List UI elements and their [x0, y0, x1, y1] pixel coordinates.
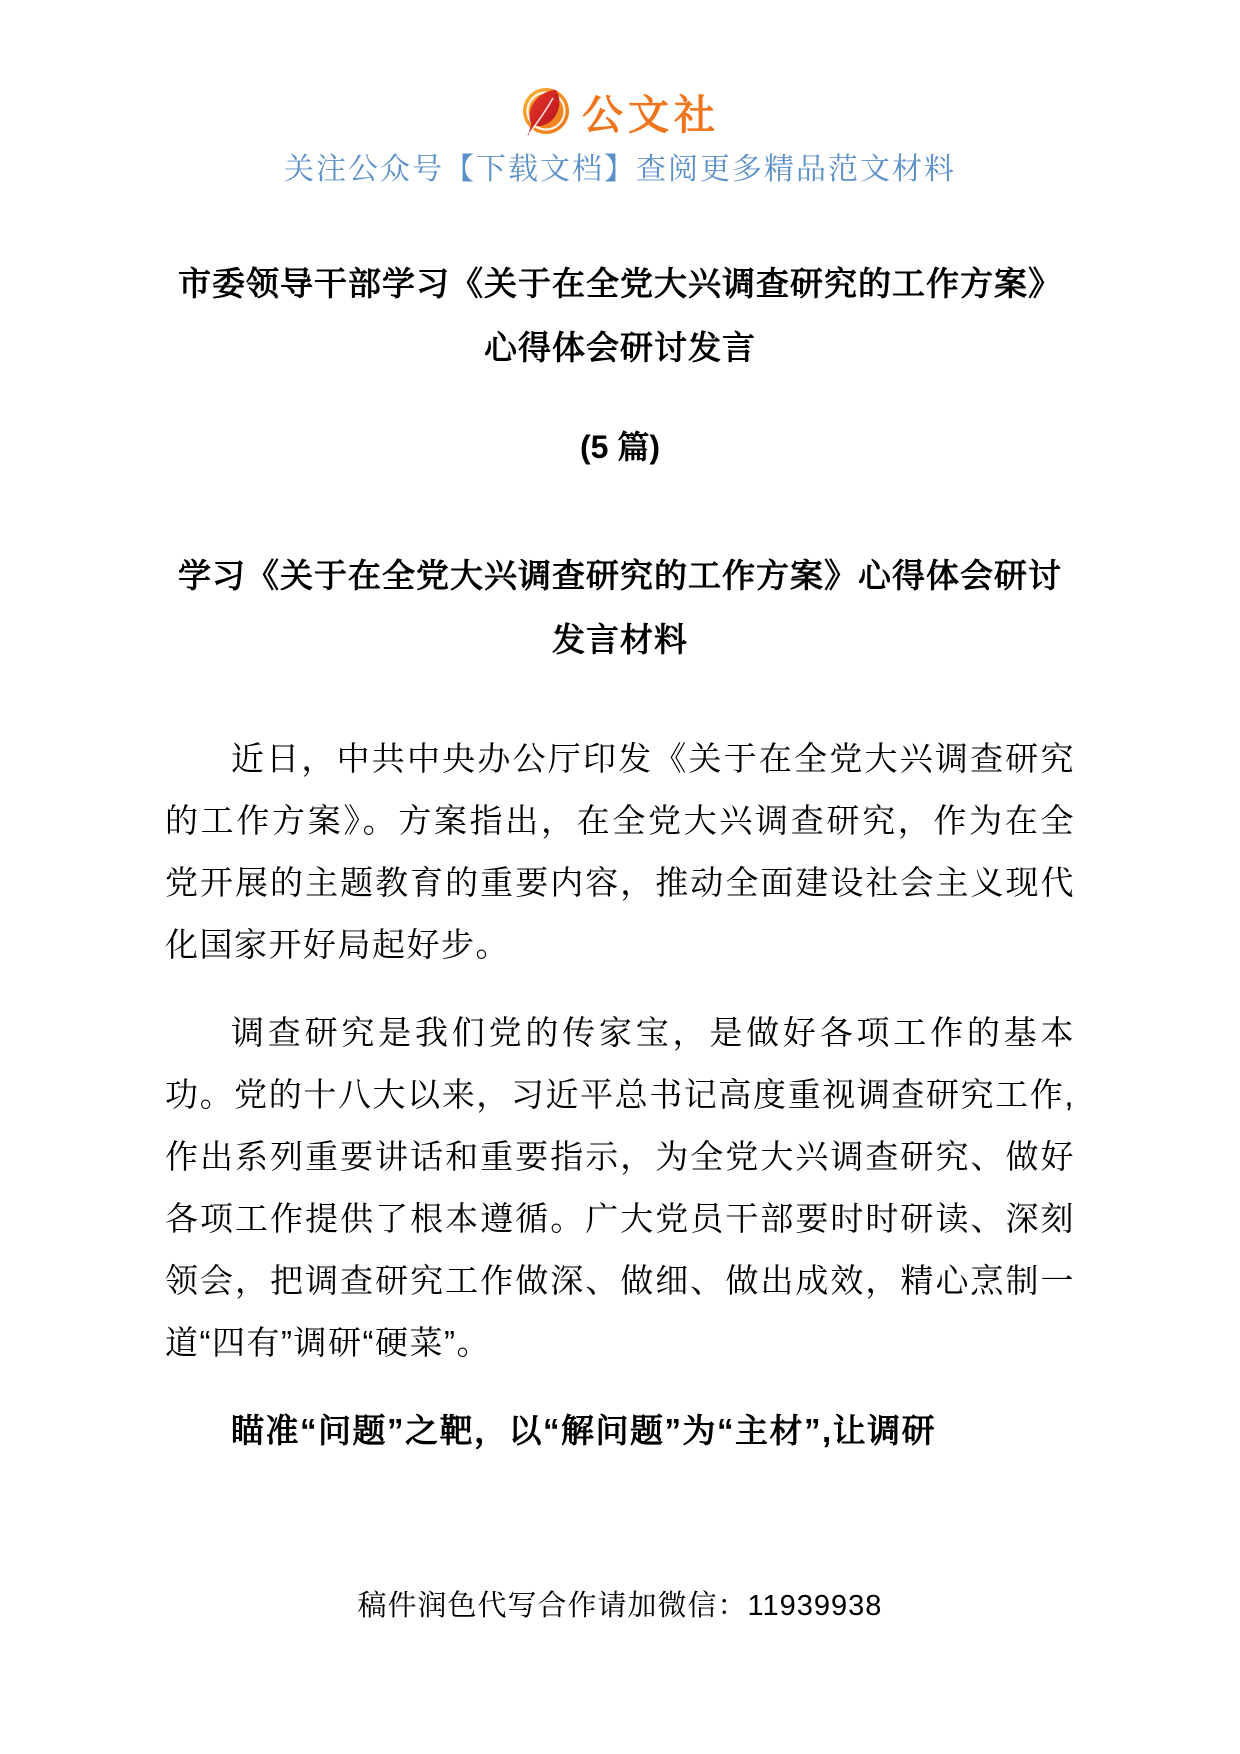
footer-contact-note: 稿件润色代写合作请加微信：11939938 — [357, 1590, 883, 1622]
brand-header — [165, 86, 1075, 140]
section-heading-line-2: 发言材料 — [552, 621, 688, 658]
feather-badge-icon — [520, 86, 572, 140]
document-title-line-2: 心得体会研讨发言 — [484, 329, 756, 366]
brand-name: 公文社 — [582, 91, 720, 138]
article-count: (5 篇) — [579, 429, 660, 465]
body-paragraph-2: 调查研究是我们党的传家宝，是做好各项工作的基本功。党的十八大以来，习近平总书记高度重视调查研究工作,作出系列重要讲话和重要指示，为全党大兴调查研究、做好各项工作提供了根本遵循。广大党员干部要时时研读、深刻领会，把调查研究工作做深、做细、做出成效，精心烹制一道“四有”调研“硬菜”。 — [165, 1014, 1075, 1361]
body-paragraph-3-bold: 瞄准“问题”之靶，以“解问题”为“主材”,让调研 — [231, 1412, 937, 1449]
subscribe-banner: 关注公众号【下载文档】查阅更多精品范文材料 — [284, 153, 956, 186]
body-paragraph-1: 近日，中共中央办公厅印发《关于在全党大兴调查研究的工作方案》。方案指出，在全党大兴调查研究，作为在全党开展的主题教育的重要内容，推动全面建设社会主义现代化国家开好局起好步。 — [165, 740, 1075, 963]
section-heading-line-1: 学习《关于在全党大兴调查研究的工作方案》心得体会研讨 — [178, 557, 1062, 594]
document-title-line-1: 市委领导干部学习《关于在全党大兴调查研究的工作方案》 — [178, 265, 1062, 302]
document-title — [165, 252, 1075, 380]
section-heading — [165, 544, 1075, 672]
